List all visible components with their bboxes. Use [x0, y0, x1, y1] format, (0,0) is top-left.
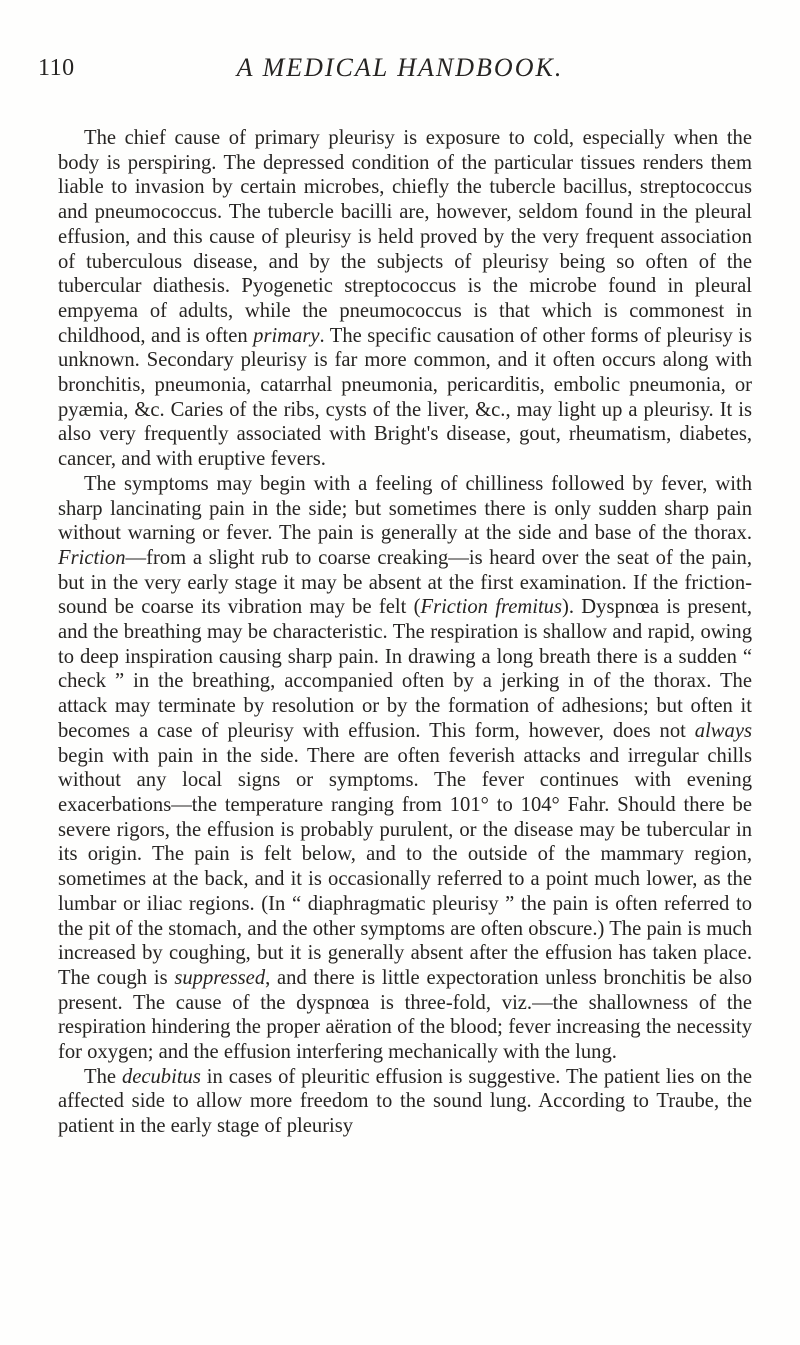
text-run: The symptoms may begin with a feeling of chilliness followed by fever, with sharp lancinating pain in the side; but sometimes there is only sudden sharp pain without warning or fever. The pain is generally at the side and base of the thorax.	[58, 472, 752, 545]
text-run: The	[84, 1065, 122, 1088]
paragraph-causes	[58, 126, 752, 472]
italic-run: always	[694, 719, 752, 742]
text-run: , and there is little expectoration unless bronchitis be also present. The cause of the dyspnœa is three-fold, viz.—the shallowness of the respiration hindering the proper aëration of the blood; fever increasing the necessity for oxygen; and the effusion interfering mechanically with the lung.	[58, 966, 752, 1064]
italic-run: Friction fremitus	[420, 596, 562, 619]
page-header	[0, 55, 800, 91]
text-run: —from a slight rub to coarse creaking—is heard over the seat of the pain, but in the very early stage it may be absent at the first examination. If the friction-sound be coarse its vibration may be felt (	[58, 546, 752, 619]
italic-run: decubitus	[121, 1065, 201, 1088]
running-title: A MEDICAL HANDBOOK.	[236, 53, 564, 82]
italic-run: primary	[253, 324, 320, 347]
text-run: begin with pain in the side. There are often feverish attacks and irregular chills without any local signs or symptoms. The fever continues with evening exacerbations—the temperature ranging from 101° to 104° Fahr. Should there be severe rigors, the effusion is probably purulent, or the disease may be tubercular in its origin. The pain is felt below, and to the outside of the mammary region, sometimes at the back, and it is occasionally referred to a point much lower, as the lumbar or iliac regions. (In “ diaphragmatic pleurisy ” the pain is often referred to the pit of the stomach, and the other symptoms are often obscure.) The pain is much increased by coughing, but it is generally absent after the effusion has taken place. The cough is	[58, 744, 752, 989]
paragraph-symptoms	[58, 472, 752, 1065]
page-number: 110	[38, 55, 75, 81]
body-text	[58, 126, 752, 1139]
text-run: in cases of pleuritic effusion is suggestive. The patient lies on the affected side to allow more freedom to the sound lung. According to Traube, the patient in the early stage of pleurisy	[58, 1065, 752, 1138]
text-run: The chief cause of primary pleurisy is exposure to cold, especially when the body is perspiring. The depressed condition of the particular tissues renders them liable to invasion by certain microbes, chiefly the tubercle bacillus, streptococcus and pneumococcus. The tubercle bacilli are, however, seldom found in the pleural effusion, and this cause of pleurisy is held proved by the very frequent association of tuberculous disease, and by the subjects of pleurisy being so often of the tubercular diathesis. Pyogenetic streptococcus is the microbe found in pleural empyema of adults, while the pneumococcus is that which is commonest in childhood, and is often	[58, 127, 752, 347]
paragraph-decubitus	[58, 1065, 752, 1139]
text-run: . The specific causation of other forms of pleurisy is unknown. Secondary pleurisy is far more common, and it often occurs along with bronchitis, pneumonia, catarrhal pneumonia, pericarditis, embolic pneumonia, or pyæmia, &c. Caries of the ribs, cysts of the liver, &c., may light up a pleurisy. It is also very frequently associated with Bright's disease, gout, rheumatism, diabetes, cancer, and with eruptive fevers.	[58, 324, 752, 471]
italic-run: Friction	[58, 546, 126, 569]
italic-run: suppressed	[174, 966, 266, 989]
text-run: ). Dyspnœa is present, and the breathing may be characteristic. The respiration is shallow and rapid, owing to deep inspiration causing sharp pain. In drawing a long breath there is a sudden “ check ” in the breathing, accompanied often by a jerking in of the thorax. The attack may terminate by resolution or by the formation of adhesions; but often it becomes a case of pleurisy with effusion. This form, however, does not	[58, 596, 752, 742]
